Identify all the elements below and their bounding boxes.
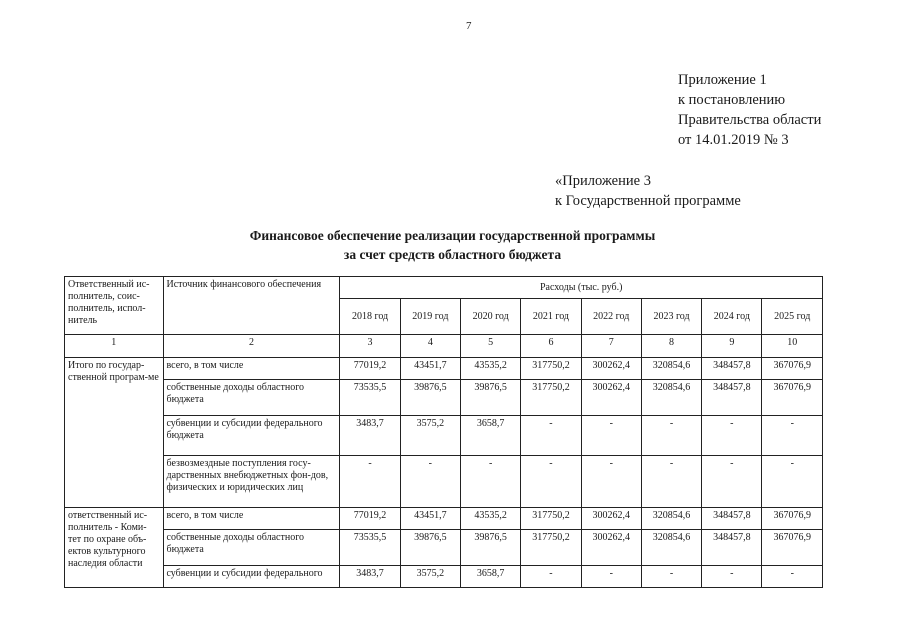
appendix3-block (555, 171, 741, 211)
value-cell: - (400, 456, 460, 508)
value-cell: 3658,7 (461, 566, 521, 588)
value-cell: 367076,9 (762, 530, 823, 566)
value-cell: - (641, 456, 701, 508)
value-cell: - (581, 456, 641, 508)
appendix-block (678, 70, 821, 150)
value-cell: 317750,2 (521, 530, 581, 566)
value-cell: 3483,7 (340, 566, 400, 588)
value-cell: - (762, 456, 823, 508)
column-index: 9 (702, 335, 762, 358)
value-cell: 348457,8 (702, 508, 762, 530)
column-index: 3 (340, 335, 400, 358)
header-responsible: Ответственный ис-полнитель, соис-полнитель, испол-нитель (65, 277, 164, 335)
year-header: 2022 год (581, 299, 641, 335)
value-cell: - (461, 456, 521, 508)
column-index: 6 (521, 335, 581, 358)
table-row (65, 566, 823, 588)
value-cell: - (581, 566, 641, 588)
column-index: 5 (461, 335, 521, 358)
appendix-line: к постановлению (678, 92, 786, 108)
finance-table (64, 276, 823, 588)
value-cell: 320854,6 (641, 530, 701, 566)
column-index: 1 (65, 335, 164, 358)
table-row (65, 530, 823, 566)
responsible-cell: Итого по государ-ственной програм-ме (65, 358, 164, 508)
value-cell: - (702, 566, 762, 588)
value-cell: - (521, 456, 581, 508)
value-cell: - (581, 416, 641, 456)
value-cell: 3575,2 (400, 416, 460, 456)
column-index: 10 (762, 335, 823, 358)
title-line: за счет средств областного бюджета (343, 247, 562, 262)
value-cell: - (521, 566, 581, 588)
source-cell: всего, в том числе (163, 358, 340, 380)
value-cell: 39876,5 (400, 380, 460, 416)
page-number: 7 (466, 20, 472, 32)
value-cell: 320854,6 (641, 380, 701, 416)
value-cell: 317750,2 (521, 358, 581, 380)
header-source: Источник финансового обеспечения (163, 277, 340, 335)
value-cell: 320854,6 (641, 508, 701, 530)
year-header: 2021 год (521, 299, 581, 335)
value-cell: 348457,8 (702, 380, 762, 416)
value-cell: 367076,9 (762, 380, 823, 416)
year-header: 2020 год (461, 299, 521, 335)
value-cell: 300262,4 (581, 508, 641, 530)
table-row (65, 456, 823, 508)
year-header: 2023 год (641, 299, 701, 335)
column-index: 2 (163, 335, 340, 358)
value-cell: 317750,2 (521, 380, 581, 416)
column-index: 4 (400, 335, 460, 358)
value-cell: 3483,7 (340, 416, 400, 456)
table-row (65, 508, 823, 530)
value-cell: 77019,2 (340, 358, 400, 380)
value-cell: 300262,4 (581, 530, 641, 566)
value-cell: 39876,5 (461, 530, 521, 566)
table-row (65, 416, 823, 456)
source-cell: собственные доходы областного бюджета (163, 380, 340, 416)
responsible-cell: ответственный ис-полнитель - Коми-тет по охране объ-ектов культурного наследия области (65, 508, 164, 588)
source-cell: всего, в том числе (163, 508, 340, 530)
value-cell: 348457,8 (702, 358, 762, 380)
value-cell: 3658,7 (461, 416, 521, 456)
column-index: 7 (581, 335, 641, 358)
appendix3-line: «Приложение 3 (555, 173, 651, 189)
value-cell: 367076,9 (762, 358, 823, 380)
source-cell: безвозмездные поступления госу-дарственных внебюджетных фон-дов, физических и юридических лиц (163, 456, 340, 508)
source-cell: собственные доходы областного бюджета (163, 530, 340, 566)
value-cell: 43451,7 (400, 358, 460, 380)
value-cell: 320854,6 (641, 358, 701, 380)
value-cell: - (702, 416, 762, 456)
year-header: 2018 год (340, 299, 400, 335)
appendix3-line: к Государственной программе (555, 193, 741, 209)
value-cell: 39876,5 (400, 530, 460, 566)
value-cell: 73535,5 (340, 380, 400, 416)
value-cell: 317750,2 (521, 508, 581, 530)
value-cell: - (521, 416, 581, 456)
table-row (65, 358, 823, 380)
value-cell: 77019,2 (340, 508, 400, 530)
source-cell: субвенции и субсидии федерального (163, 566, 340, 588)
value-cell: 367076,9 (762, 508, 823, 530)
value-cell: - (762, 566, 823, 588)
appendix-line: от 14.01.2019 № 3 (678, 132, 789, 148)
value-cell: - (641, 566, 701, 588)
header-expenses: Расходы (тыс. руб.) (340, 277, 823, 299)
year-header: 2019 год (400, 299, 460, 335)
document-title (0, 226, 905, 264)
year-header: 2024 год (702, 299, 762, 335)
value-cell: 73535,5 (340, 530, 400, 566)
value-cell: 43535,2 (461, 508, 521, 530)
value-cell: 300262,4 (581, 358, 641, 380)
appendix-line: Приложение 1 (678, 72, 767, 88)
value-cell: - (762, 416, 823, 456)
source-cell: субвенции и субсидии федерального бюджета (163, 416, 340, 456)
value-cell: 3575,2 (400, 566, 460, 588)
value-cell: 39876,5 (461, 380, 521, 416)
value-cell: 300262,4 (581, 380, 641, 416)
value-cell: - (340, 456, 400, 508)
appendix-line: Правительства области (678, 112, 822, 128)
value-cell: 43535,2 (461, 358, 521, 380)
value-cell: - (702, 456, 762, 508)
value-cell: - (641, 416, 701, 456)
year-header: 2025 год (762, 299, 823, 335)
table-row (65, 380, 823, 416)
title-line: Финансовое обеспечение реализации государственной программы (249, 228, 656, 243)
value-cell: 43451,7 (400, 508, 460, 530)
value-cell: 348457,8 (702, 530, 762, 566)
column-index: 8 (641, 335, 701, 358)
